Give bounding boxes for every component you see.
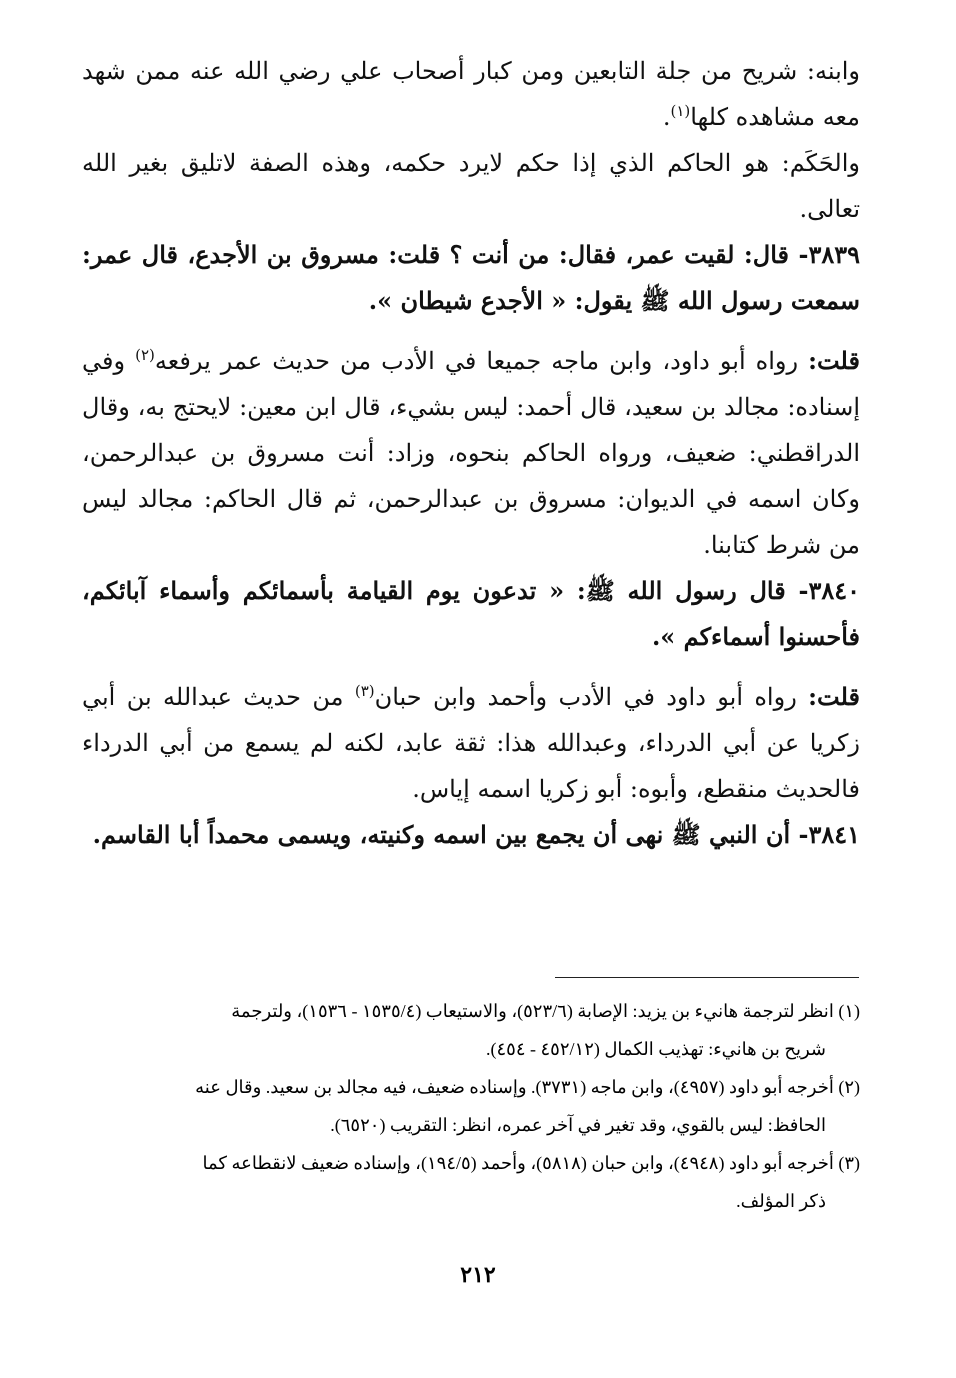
commentary-text: رواه أبو داود في الأدب وأحمد وابن حبان [374,683,797,711]
footnote-line-cont: الحافظ: ليس بالقوي، وقد تغير في آخر عمره، انظر: التقريب (٦٥٢٠). [330,1115,826,1135]
footnote-ref-2[interactable]: (٢) [135,346,155,364]
footnote-1 [82,992,860,1068]
footnote-line-cont: ذكر المؤلف. [736,1191,826,1211]
commentary-text-cont: من حديث عبدالله بن أبي زكريا عن أبي الدرداء، وعبدالله هذا: ثقة عابد، لكنه لم يسمع من أبي الدرداء فالحديث منقطع، وأبوه: أبو زكريا اسمه إياس. [82,683,860,803]
footnote-divider [555,977,859,978]
commentary-text: رواه أبو داود، وابن ماجه جميعا في الأدب من حديث عمر يرفعه [154,347,799,375]
paragraph-hakam: والحَكَم: هو الحاكم الذي إذا حكم لايرد حكمه، وهذه الصفة لاتليق بغير الله تعالى. [82,149,860,223]
footnote-line: (١) انظر لترجمة هانيء بن يزيد: الإصابة (٥٢٣/٦)، والاستيعاب (١٥٣٥/٤ - ١٥٣٦)، ولترجمة [231,1001,860,1021]
paragraph-shurayh [82,48,860,140]
footnote-line: (٣) أخرجه أبو داود (٤٩٤٨)، وابن حبان (٥٨١٨)، وأحمد (١٩٤/٥)، وإسناده ضعيف لانقطاعه كما [202,1153,860,1173]
hadith-3839: ٣٨٣٩- قال: لقيت عمر، فقال: من أنت ؟ قلت: مسروق بن الأجدع، قال عمر: سمعت رسول الله ﷺ يقول: « الأجدع شيطان ». [82,240,860,315]
commentary-lead: قلت: [808,346,860,375]
paragraph-end: . [662,103,671,131]
footnote-line-cont: شريح بن هانيء: تهذيب الكمال (٤٥٢/١٢ - ٤٥٤). [486,1039,826,1059]
footnote-ref-3[interactable]: (٣) [354,682,375,700]
footnote-3 [82,1144,860,1220]
hadith-3840: ٣٨٤٠- قال رسول الله ﷺ: « تدعون يوم القيامة بأسمائكم وأسماء آبائكم، فأحسنوا أسماءكم ». [82,576,860,651]
commentary-3840 [82,674,860,812]
commentary-text-cont: وفي إسناده: مجالد بن سعيد، قال أحمد: ليس بشيء، قال ابن معين: لايحتج به، وقال الدراقطني: ضعيف، ورواه الحاكم بنحوه، وزاد: أنت مسروق بن عبدالرحمن، وكان اسمه في الديوان: مسروق بن عبدالرحمن، ثم قال الحاكم: مجالد ليس من شرط كتابنا. [82,347,860,559]
commentary-3839 [82,338,860,568]
footnote-2 [82,1068,860,1144]
hadith-3841: ٣٨٤١- أن النبي ﷺ نهى أن يجمع بين اسمه وكنيته، ويسمى محمداً أبا القاسم. [92,820,860,849]
commentary-lead: قلت: [808,682,860,711]
page-number: ٢١٢ [460,1262,496,1288]
footnote-ref-1[interactable]: (١) [670,102,691,120]
paragraph-text: وابنه: شريح من جلة التابعين ومن كبار أصحاب علي رضي الله عنه ممن شهد معه مشاهده كلها [82,57,861,131]
footnotes-section [82,992,860,1220]
footnote-line: (٢) أخرجه أبو داود (٤٩٥٧)، وابن ماجه (٣٧٣١). وإسناده ضعيف، فيه مجالد بن سعيد. وقال عنه [195,1077,860,1097]
